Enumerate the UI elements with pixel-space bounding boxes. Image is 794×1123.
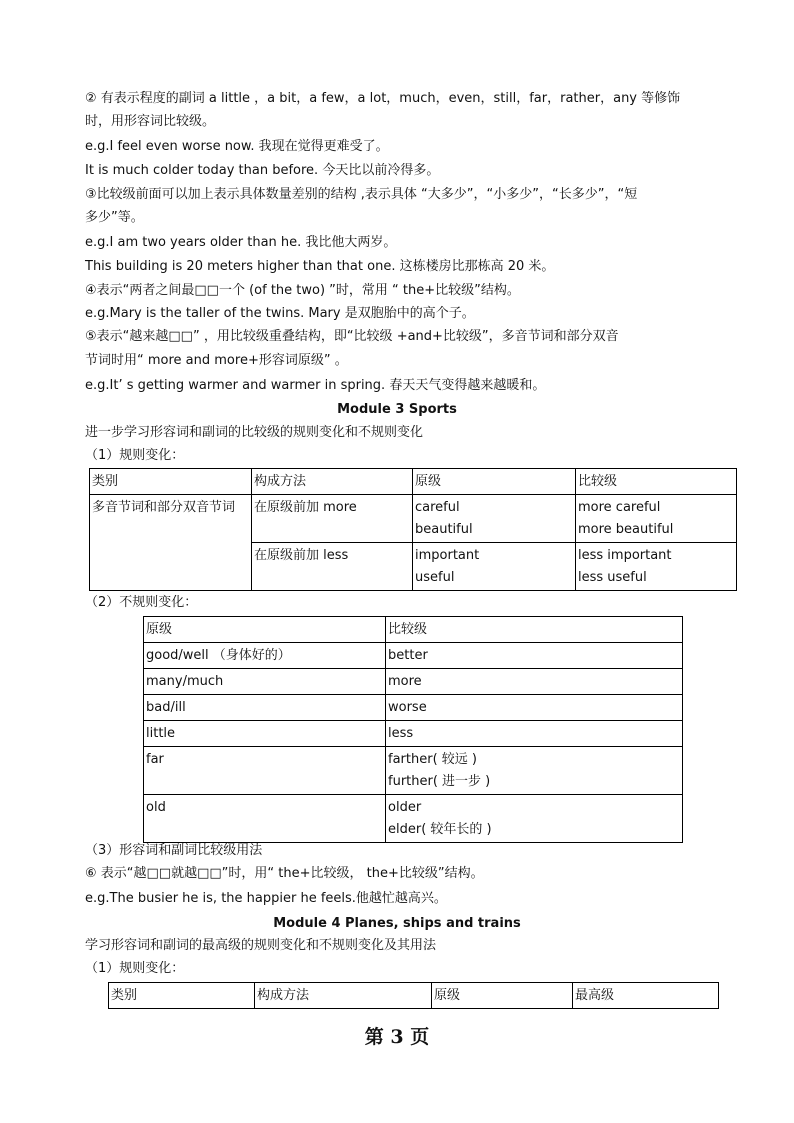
text-line: This building is 20 meters higher than that one. 这栋楼房比那栋高 20 米。 — [85, 259, 555, 274]
comparative-cell — [386, 747, 683, 795]
base-word: useful — [415, 570, 455, 585]
table-row — [144, 795, 683, 843]
comparative-cell: less — [386, 721, 683, 747]
comparative-word: elder( 较年长的 ) — [388, 822, 492, 837]
base-cell: old — [144, 795, 386, 843]
comparative-cell: more — [386, 669, 683, 695]
comparative-cell — [386, 795, 683, 843]
text-line: 节词时用“ more and more+形容词原级” 。 — [85, 353, 348, 368]
text-line: e.g.It’ s getting warmer and warmer in spring. 春天天气变得越来越暖和。 — [85, 378, 546, 393]
method-cell: 在原级前加 more — [252, 495, 413, 543]
header-cell: 最高级 — [573, 983, 719, 1009]
base-cell: little — [144, 721, 386, 747]
table-row — [144, 695, 683, 721]
table-header-row — [109, 983, 719, 1009]
comparative-word: less important — [578, 548, 672, 563]
text-line: e.g.I feel even worse now. 我现在觉得更难受了。 — [85, 139, 389, 154]
comparative-word: farther( 较远 ) — [388, 752, 477, 767]
base-cell: bad/ill — [144, 695, 386, 721]
table-row — [144, 669, 683, 695]
irregular-comparative-table — [143, 616, 683, 843]
text-line: 多少”等。 — [85, 210, 144, 225]
header-cell: 比较级 — [576, 469, 737, 495]
table-row — [90, 495, 737, 543]
text-line: e.g.The busier he is, the happier he feels.他越忙越高兴。 — [85, 891, 447, 906]
module3-intro: 进一步学习形容词和副词的比较级的规则变化和不规则变化 — [85, 425, 424, 440]
base-word: important — [415, 548, 480, 563]
superlative-table — [108, 982, 719, 1009]
table-header-row — [90, 469, 737, 495]
module4-title: Module 4 Planes, ships and trains — [273, 916, 521, 931]
base-cell — [413, 543, 576, 591]
text-line: It is much colder today than before. 今天比以前冷得多。 — [85, 163, 440, 178]
table-row — [144, 721, 683, 747]
text-line: ④表示“两者之间最□□一个 (of the two) ”时，常用 “ the+比较级”结构。 — [85, 283, 520, 298]
base-cell: far — [144, 747, 386, 795]
comparative-cell — [576, 495, 737, 543]
comparative-word: less useful — [578, 570, 647, 585]
comparative-word: more careful — [578, 500, 661, 515]
header-cell: 原级 — [432, 983, 573, 1009]
base-cell: good/well （身体好的） — [144, 643, 386, 669]
module3-irregular-label: （2）不规则变化： — [85, 595, 198, 610]
category-cell: 多音节词和部分双音节词 — [90, 495, 252, 591]
comparative-cell: worse — [386, 695, 683, 721]
comparative-word: more beautiful — [578, 522, 674, 537]
comparative-cell: better — [386, 643, 683, 669]
table-header-row — [144, 617, 683, 643]
regular-comparative-table — [89, 468, 737, 591]
module3-usage-label: （3）形容词和副词比较级用法 — [85, 843, 263, 858]
page-number: 第 3 页 — [364, 1026, 430, 1048]
base-cell — [413, 495, 576, 543]
text-line: ③比较级前面可以加上表示具体数量差别的结构 ,表示具体 “大多少”，“小多少”，“长多少”，“短 — [85, 187, 638, 202]
header-cell: 类别 — [109, 983, 255, 1009]
base-word: beautiful — [415, 522, 473, 537]
header-cell: 原级 — [413, 469, 576, 495]
method-cell: 在原级前加 less — [252, 543, 413, 591]
text-line: 时，用形容词比较级。 — [85, 114, 216, 129]
text-line: ⑥ 表示“越□□就越□□”时，用“ the+比较级， the+比较级”结构。 — [85, 866, 484, 881]
text-line: ② 有表示程度的副词 a little ，a bit，a few，a lot，much，even，still，far，rather，any 等修饰 — [85, 91, 681, 106]
module3-regular-label: （1）规则变化： — [85, 448, 185, 463]
comparative-word: further( 进一步 ) — [388, 774, 491, 789]
header-cell: 构成方法 — [252, 469, 413, 495]
text-line: e.g.Mary is the taller of the twins. Mary 是双胞胎中的高个子。 — [85, 306, 475, 321]
header-cell: 原级 — [144, 617, 386, 643]
module4-regular-label: （1）规则变化： — [85, 961, 185, 976]
table-row — [144, 643, 683, 669]
header-cell: 构成方法 — [255, 983, 432, 1009]
text-line: ⑤表示“越来越□□” ，用比较级重叠结构，即“比较级 +and+比较级”，多音节词和部分双音 — [85, 329, 619, 344]
module3-title: Module 3 Sports — [337, 402, 457, 417]
base-word: careful — [415, 500, 460, 515]
comparative-cell — [576, 543, 737, 591]
comparative-word: older — [388, 800, 422, 815]
base-cell: many/much — [144, 669, 386, 695]
module4-intro: 学习形容词和副词的最高级的规则变化和不规则变化及其用法 — [85, 938, 437, 953]
text-line: e.g.I am two years older than he. 我比他大两岁。 — [85, 235, 397, 250]
header-cell: 类别 — [90, 469, 252, 495]
table-row — [144, 747, 683, 795]
header-cell: 比较级 — [386, 617, 683, 643]
